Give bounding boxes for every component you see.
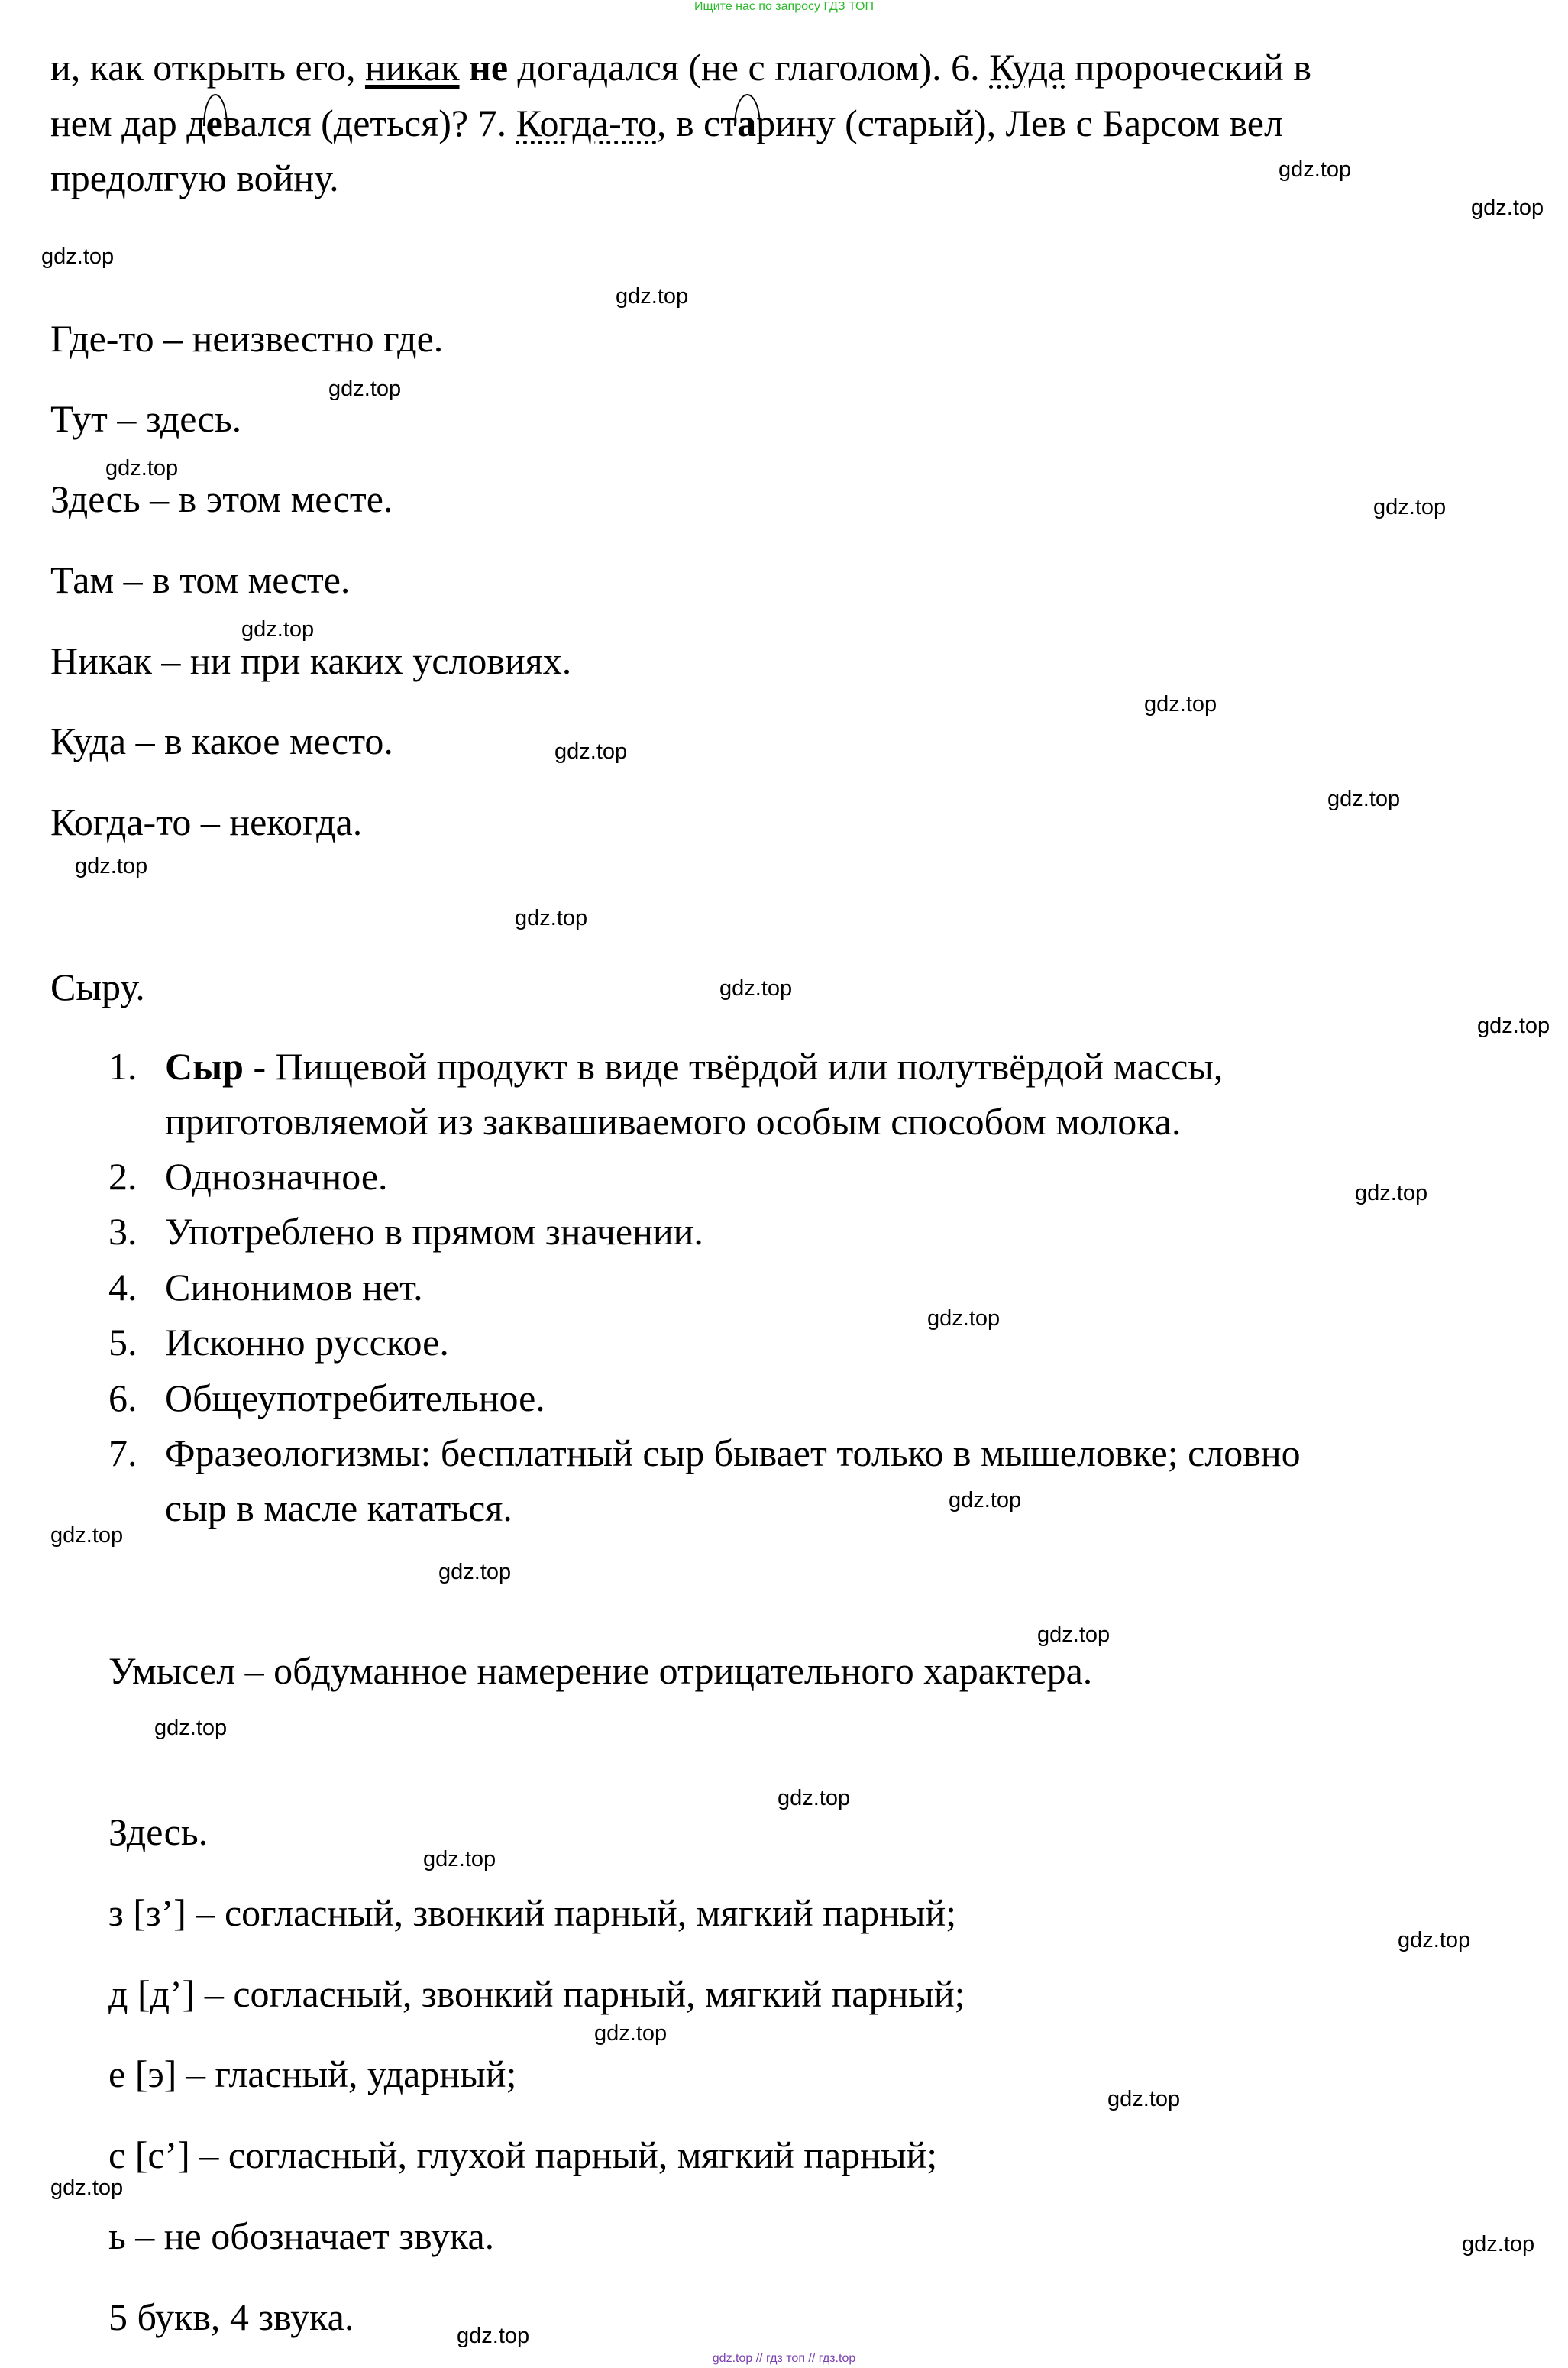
item-text: Однозначное. (165, 1155, 388, 1198)
dotted-underlined-word: Когда-то (516, 102, 657, 144)
definition-line: Здесь – в этом месте. (50, 477, 393, 520)
watermark: gdz.top (1327, 787, 1401, 811)
intro-line-3: предолгую войну. (50, 157, 339, 199)
phonetic-word: Здесь. (108, 1810, 209, 1853)
umysel-definition: Умысел – обдуманное намерение отрицательного характера. (108, 1649, 1093, 1692)
underlined-word: никак (364, 46, 460, 89)
dotted-underlined-word: Куда (989, 46, 1065, 89)
analysis-item-5 (108, 1319, 449, 1365)
bold-term: Сыр - (165, 1045, 267, 1088)
analysis-item-4 (108, 1264, 423, 1310)
watermark: gdz.top (1477, 1014, 1550, 1038)
watermark: gdz.top (1279, 157, 1352, 182)
item-number: 3. (108, 1210, 137, 1253)
intro-text: рину (старый), Лев с Барсом вел (756, 102, 1283, 144)
watermark: gdz.top (1373, 495, 1447, 519)
watermark: gdz.top (616, 284, 689, 309)
definition-line: Когда-то – некогда. (50, 801, 363, 843)
watermark: gdz.top (423, 1847, 496, 1871)
definition-line: Никак – ни при каких условиях. (50, 639, 572, 682)
bold-word: не (469, 46, 509, 89)
item-number: 6. (108, 1376, 137, 1419)
watermark: gdz.top (594, 2021, 668, 2046)
definition-line: Там – в том месте. (50, 558, 351, 601)
word-title: Сыру. (50, 966, 145, 1008)
intro-text: , в ст (656, 102, 738, 144)
analysis-item-1-continued: приготовляемой из заквашиваемого особым способом молока. (165, 1100, 1182, 1143)
bottom-banner[interactable]: gdz.top // гдз топ // гдз.top (712, 2352, 856, 2365)
intro-text: нем дар д (50, 102, 206, 144)
watermark: gdz.top (105, 456, 179, 480)
stressed-vowel: е (205, 102, 223, 144)
analysis-item-3 (108, 1208, 703, 1254)
watermark: gdz.top (515, 906, 588, 930)
watermark: gdz.top (438, 1560, 512, 1584)
watermark: gdz.top (719, 976, 793, 1001)
analysis-item-1 (108, 1043, 1223, 1089)
item-text: Общеупотребительное. (165, 1376, 545, 1419)
intro-text: вался (деться)? 7. (222, 102, 516, 144)
watermark: gdz.top (457, 2324, 530, 2348)
item-number: 4. (108, 1266, 137, 1309)
watermark: gdz.top (949, 1488, 1022, 1512)
item-number: 7. (108, 1431, 137, 1474)
phonetic-line: е [э] – гласный, ударный; (108, 2053, 517, 2095)
watermark: gdz.top (1107, 2087, 1181, 2111)
item-text: Пищевой продукт в виде твёрдой или полутвёрдой массы, (266, 1045, 1224, 1088)
watermark: gdz.top (1471, 196, 1544, 220)
analysis-item-2 (108, 1153, 388, 1199)
watermark: gdz.top (1037, 1622, 1111, 1647)
watermark: gdz.top (241, 617, 315, 642)
item-number: 1. (108, 1045, 137, 1088)
watermark: gdz.top (1462, 2232, 1535, 2256)
watermark: gdz.top (50, 2176, 124, 2200)
analysis-item-7 (108, 1430, 1301, 1476)
intro-text: и, как открыть его, (50, 46, 365, 89)
stressed-vowel: а (737, 102, 757, 144)
phonetic-line: д [д’] – согласный, звонкий парный, мягкий парный; (108, 1972, 965, 2015)
top-banner[interactable]: Ищите нас по запросу ГДЗ ТОП (694, 0, 874, 13)
watermark: gdz.top (50, 1523, 124, 1548)
intro-line-1 (50, 44, 1311, 90)
watermark: gdz.top (554, 739, 628, 764)
watermark: gdz.top (778, 1786, 851, 1810)
watermark: gdz.top (1398, 1928, 1471, 1952)
watermark: gdz.top (927, 1306, 1001, 1331)
item-number: 5. (108, 1321, 137, 1364)
watermark: gdz.top (154, 1716, 228, 1740)
watermark: gdz.top (1144, 692, 1217, 717)
definition-line: Где-то – неизвестно где. (50, 317, 444, 360)
phonetic-line: с [с’] – согласный, глухой парный, мягкий парный; (108, 2133, 938, 2176)
item-text: Исконно русское. (165, 1321, 449, 1364)
analysis-item-6 (108, 1375, 545, 1421)
phonetic-line: з [з’] – согласный, звонкий парный, мягкий парный; (108, 1891, 957, 1934)
analysis-item-7-continued: сыр в масле кататься. (165, 1486, 512, 1529)
item-number: 2. (108, 1155, 137, 1198)
definition-line: Тут – здесь. (50, 397, 242, 440)
intro-line-2 (50, 100, 1283, 146)
item-text: Фразеологизмы: бесплатный сыр бывает только в мышеловке; словно (165, 1431, 1301, 1474)
intro-text: догадался (не с глаголом). 6. (508, 46, 990, 89)
definition-line: Куда – в какое место. (50, 720, 393, 762)
phonetic-summary: 5 букв, 4 звука. (108, 2295, 354, 2338)
watermark: gdz.top (1355, 1181, 1428, 1205)
watermark: gdz.top (41, 244, 115, 269)
watermark: gdz.top (75, 854, 148, 878)
item-text: Употреблено в прямом значении. (165, 1210, 703, 1253)
intro-text: пророческий в (1065, 46, 1311, 89)
phonetic-line: ь – не обозначает звука. (108, 2214, 495, 2257)
item-text: Синонимов нет. (165, 1266, 423, 1309)
watermark: gdz.top (328, 377, 402, 401)
